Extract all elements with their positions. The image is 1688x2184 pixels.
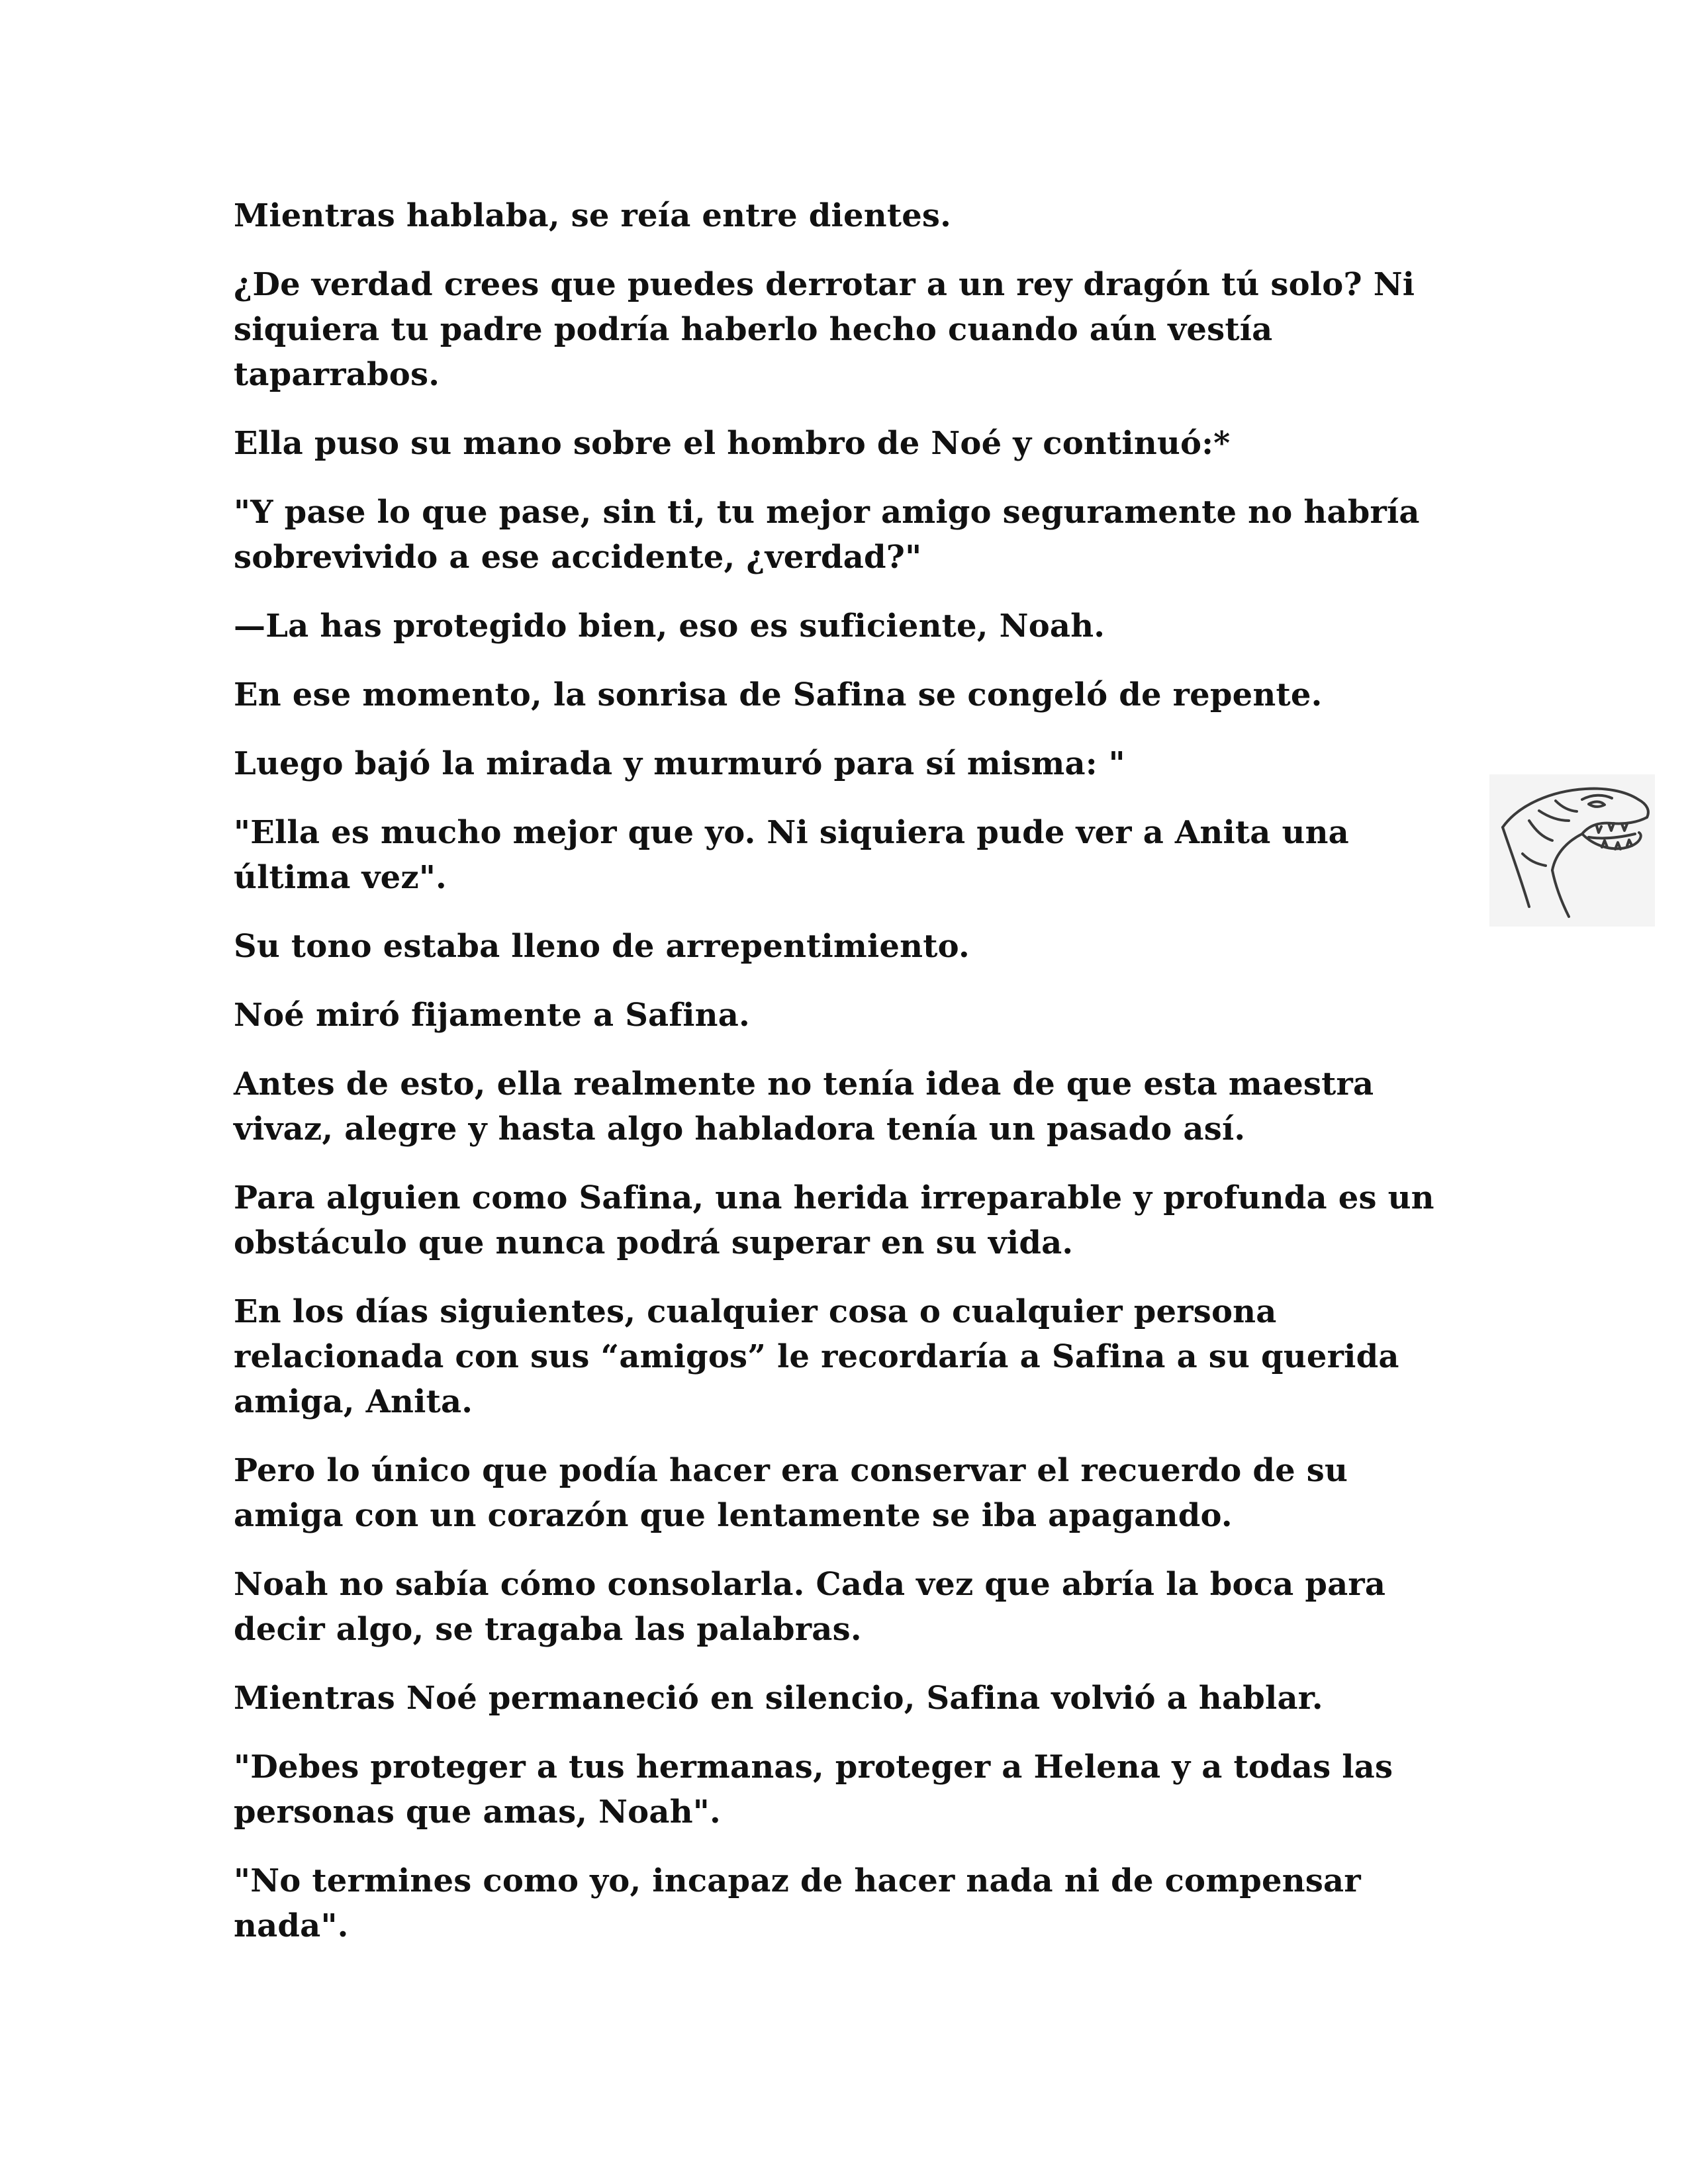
paragraph-5: —La has protegido bien, eso es suficiente, Noah.	[234, 608, 1105, 645]
dinosaur-head-sketch-icon	[1489, 774, 1655, 927]
paragraph-9: Su tono estaba lleno de arrepentimiento.	[234, 928, 970, 965]
paragraph-6: En ese momento, la sonrisa de Safina se congeló de repente.	[234, 676, 1323, 713]
paragraph-13: En los días siguientes, cualquier cosa o cualquier persona relacionada con sus “amigos” le recordaría a Safina a su querida amiga, Anita.	[234, 1293, 1399, 1420]
paragraph-7: Luego bajó la mirada y murmuró para sí misma: "	[234, 745, 1125, 782]
paragraph-11: Antes de esto, ella realmente no tenía idea de que esta maestra vivaz, alegre y hasta algo habladora tenía un pasado así.	[234, 1066, 1374, 1148]
paragraph-16: Mientras Noé permaneció en silencio, Safina volvió a hablar.	[234, 1680, 1323, 1717]
paragraph-2: ¿De verdad crees que puedes derrotar a un rey dragón tú solo? Ni siquiera tu padre podría haberlo hecho cuando aún vestía taparrabos.	[234, 266, 1415, 393]
paragraph-14: Pero lo único que podía hacer era conservar el recuerdo de su amiga con un corazón que lentamente se iba apagando.	[234, 1452, 1348, 1534]
paragraph-15: Noah no sabía cómo consolarla. Cada vez que abría la boca para decir algo, se tragaba las palabras.	[234, 1566, 1386, 1648]
paragraph-4: "Y pase lo que pase, sin ti, tu mejor amigo seguramente no habría sobrevivido a ese accidente, ¿verdad?"	[234, 494, 1420, 576]
paragraph-3: Ella puso su mano sobre el hombro de Noé y continuó:*	[234, 425, 1231, 462]
body-text	[234, 193, 1465, 1972]
paragraph-8: "Ella es mucho mejor que yo. Ni siquiera pude ver a Anita una última vez".	[234, 814, 1349, 896]
paragraph-1: Mientras hablaba, se reía entre dientes.	[234, 197, 952, 234]
paragraph-17: "Debes proteger a tus hermanas, proteger a Helena y a todas las personas que amas, Noah".	[234, 1749, 1393, 1831]
paragraph-10: Noé miró fijamente a Safina.	[234, 997, 750, 1034]
paragraph-12: Para alguien como Safina, una herida irreparable y profunda es un obstáculo que nunca podrá superar en su vida.	[234, 1179, 1434, 1261]
paragraph-18: "No termines como yo, incapaz de hacer nada ni de compensar nada".	[234, 1862, 1361, 1944]
